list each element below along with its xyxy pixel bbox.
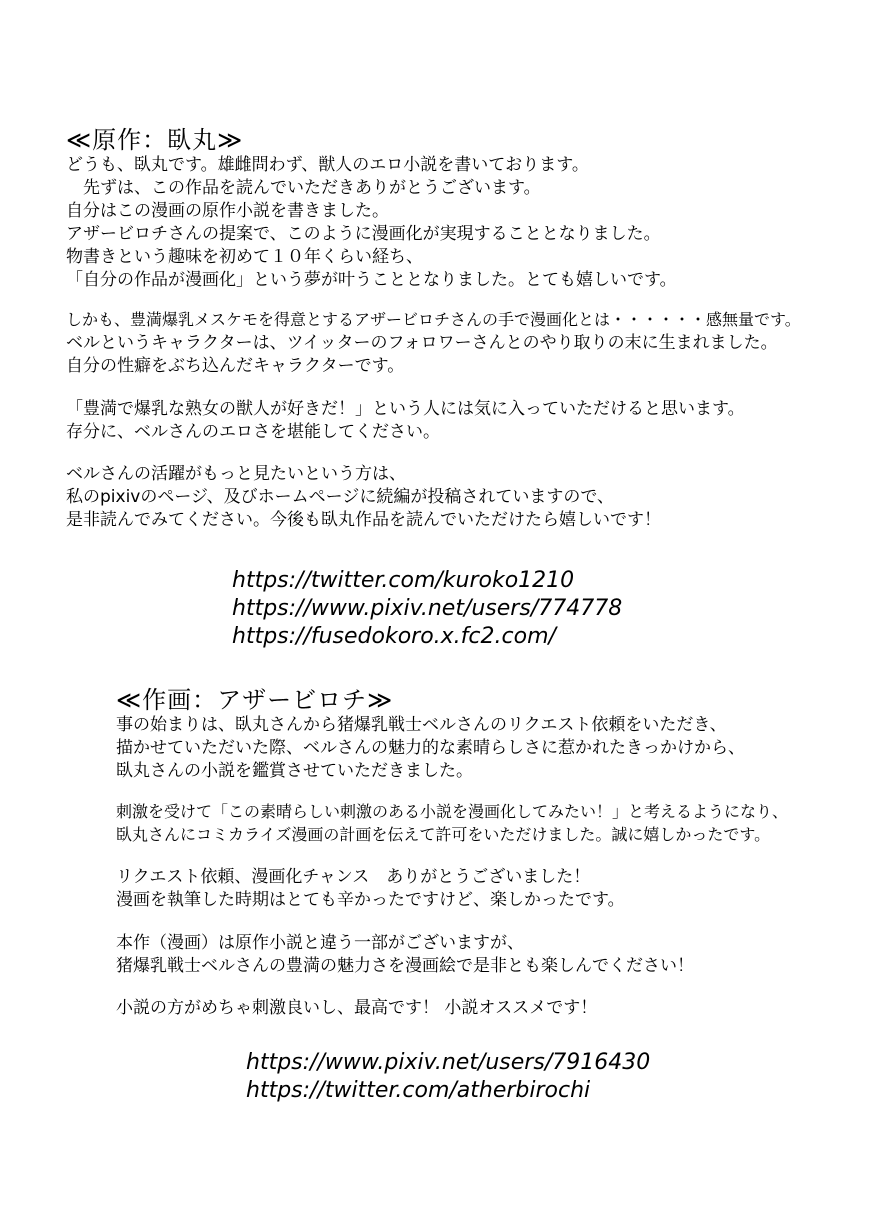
- author-line: ベルというキャラクターは、ツイッターのフォロワーさんとのやり取りの末に生まれました。: [66, 333, 778, 353]
- artist-line: リクエスト依頼、漫画化チャンス ありがとうございました！: [116, 867, 591, 887]
- author-line: 自分の性癖をぶち込んだキャラクターです。: [66, 356, 405, 376]
- artist-line: 小説の方がめちゃ刺激良いし、最高です！ 小説オススメです！: [116, 998, 598, 1018]
- artist-heading: ≪作画：アザービロチ≫: [116, 686, 394, 714]
- author-homepage-link[interactable]: https://fusedokoro.x.fc2.com/: [232, 624, 556, 649]
- author-heading: ≪原作：臥丸≫: [66, 126, 244, 154]
- author-line: 是非読んでみてください。今後も臥丸作品を読んでいただけたら嬉しいです！: [66, 510, 661, 530]
- artist-twitter-link[interactable]: https://twitter.com/atherbirochi: [246, 1078, 591, 1103]
- artist-line: 猪爆乳戦士ベルさんの豊満の魅力さを漫画絵で是非とも楽しんでください！: [116, 956, 694, 976]
- author-line: 「自分の作品が漫画化」という夢が叶うこととなりました。とても嬉しいです。: [66, 270, 677, 290]
- artist-pixiv-link[interactable]: https://www.pixiv.net/users/7916430: [246, 1050, 651, 1075]
- author-line: どうも、臥丸です。雄雌問わず、獣人のエロ小説を書いております。: [66, 155, 589, 175]
- artist-line: 臥丸さんの小説を鑑賞させていただきました。: [116, 761, 473, 781]
- artist-line: 臥丸さんにコミカライズ漫画の計画を伝えて許可をいただけました。誠に嬉しかったです。: [116, 825, 771, 844]
- author-line: 「豊満で爆乳な熟女の獣人が好きだ！」という人には気に入っていただけると思います。: [66, 399, 745, 419]
- artist-line: 描かせていただいた際、ベルさんの魅力的な素晴らしさに惹かれたきっかけから、: [116, 738, 745, 758]
- author-line: 私のpixivのページ、及びホームページに続編が投稿されていますので、: [66, 487, 614, 507]
- artist-line: 漫画を執筆した時期はとても辛かったですけど、楽しかったです。: [116, 890, 625, 910]
- author-line: 存分に、ベルさんのエロさを堪能してください。: [66, 422, 440, 442]
- author-line: 物書きという趣味を初めて１０年くらい経ち、: [66, 247, 423, 267]
- artist-line: 刺激を受けて「この素晴らしい刺激のある小説を漫画化してみたい！」と考えるようになり、: [116, 802, 789, 821]
- author-line: ベルさんの活躍がもっと見たいという方は、: [66, 464, 406, 484]
- author-line: しかも、豊満爆乳メスケモを得意とするアザービロチさんの手で漫画化とは・・・・・・感無量です。: [66, 310, 801, 329]
- author-line: 先ずは、この作品を読んでいただきありがとうございます。: [66, 178, 541, 198]
- author-line: アザービロチさんの提案で、このように漫画化が実現することとなりました。: [66, 224, 661, 244]
- artist-line: 事の始まりは、臥丸さんから猪爆乳戦士ベルさんのリクエスト依頼をいただき、: [116, 715, 727, 735]
- author-line: 自分はこの漫画の原作小説を書きました。: [66, 201, 389, 221]
- author-pixiv-link[interactable]: https://www.pixiv.net/users/774778: [232, 596, 623, 621]
- artist-line: 本作（漫画）は原作小説と違う一部がございますが、: [116, 933, 524, 953]
- author-twitter-link[interactable]: https://twitter.com/kuroko1210: [232, 568, 575, 593]
